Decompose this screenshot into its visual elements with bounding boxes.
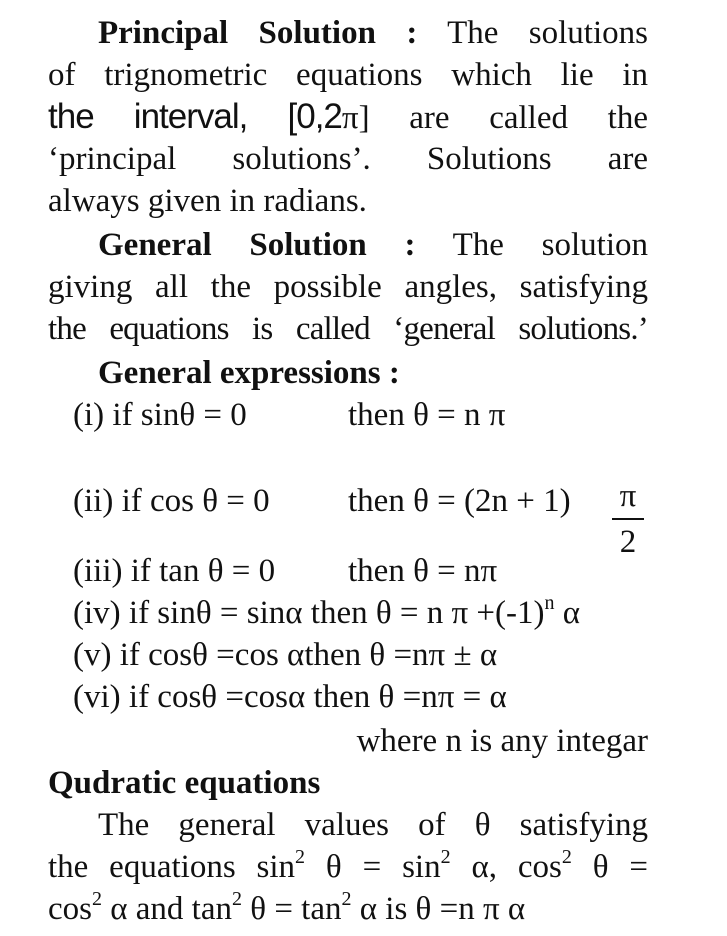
- general-text-1: The solution: [452, 227, 648, 263]
- pi-over-2-fraction: [608, 476, 648, 562]
- quadratic-3a: cos: [48, 891, 92, 927]
- interval-text: the interval, [0,2: [48, 97, 342, 136]
- expressions-heading: General expressions :: [98, 355, 400, 391]
- expr-1-result: then θ = n π: [348, 397, 506, 433]
- expr-4-superscript: n: [544, 592, 555, 614]
- quadratic-2a: the equations sin: [48, 849, 296, 885]
- principal-line-1: [48, 12, 648, 54]
- expr-2-condition: (ii) if cos θ = 0: [73, 483, 270, 519]
- expr-3-result: then θ = nπ: [348, 553, 498, 589]
- principal-text-1: The solutions: [447, 15, 648, 51]
- fraction-numerator: π: [619, 478, 637, 514]
- integer-note: where n is any integar: [356, 723, 648, 759]
- sup-3b: 2: [232, 888, 243, 910]
- expr-3-condition: (iii) if tan θ = 0: [73, 553, 276, 589]
- sup-3a: 2: [92, 888, 102, 910]
- quadratic-line-3: [48, 888, 525, 930]
- sup-2b: 2: [440, 846, 451, 868]
- general-heading: General Solution :: [98, 227, 416, 263]
- principal-line-3: [48, 96, 648, 139]
- sup-2a: 2: [295, 846, 306, 868]
- principal-line-4: ‘principal solutions’. Solutions are: [48, 141, 648, 177]
- sup-3c: 2: [341, 888, 352, 910]
- quadratic-2b: θ = sin: [305, 849, 441, 885]
- expr-2-result: then θ = (2n + 1): [348, 483, 571, 519]
- expr-4-text: (iv) if sinθ = sinα then θ = n π +(-1): [73, 595, 545, 631]
- expr-4-tail: α: [554, 595, 581, 631]
- quadratic-3d: α is θ =n π α: [351, 891, 526, 927]
- quadratic-heading: Qudratic equations: [48, 765, 321, 801]
- expr-6: (vi) if cosθ =cosα then θ =nπ = α: [73, 679, 507, 715]
- quadratic-line-1: The general values of θ satisfying: [98, 807, 648, 843]
- quadratic-3b: α and tan: [102, 891, 233, 927]
- principal-text-3: are called the: [409, 100, 648, 136]
- expr-5: (v) if cosθ =cos αthen θ =nπ ± α: [73, 637, 498, 673]
- fraction-denominator: 2: [619, 524, 637, 560]
- general-line-3: the equations is called ‘general solutions.’: [48, 311, 648, 347]
- interval-pi: π]: [341, 100, 370, 136]
- general-line-2: giving all the possible angles, satisfying: [48, 269, 648, 305]
- principal-line-5: always given in radians.: [48, 183, 367, 219]
- expr-1-condition: (i) if sinθ = 0: [73, 397, 247, 433]
- general-line-1: [48, 224, 648, 266]
- principal-heading: Principal Solution :: [98, 15, 418, 51]
- sup-2c: 2: [561, 846, 572, 868]
- principal-line-2: of trignometric equations which lie in: [48, 57, 648, 93]
- quadratic-2d: θ =: [571, 849, 648, 885]
- quadratic-3c: θ = tan: [242, 891, 342, 927]
- expr-4: [73, 592, 580, 634]
- quadratic-line-2: [48, 846, 648, 888]
- quadratic-2c: α, cos: [450, 849, 562, 885]
- fraction-bar: [612, 518, 644, 520]
